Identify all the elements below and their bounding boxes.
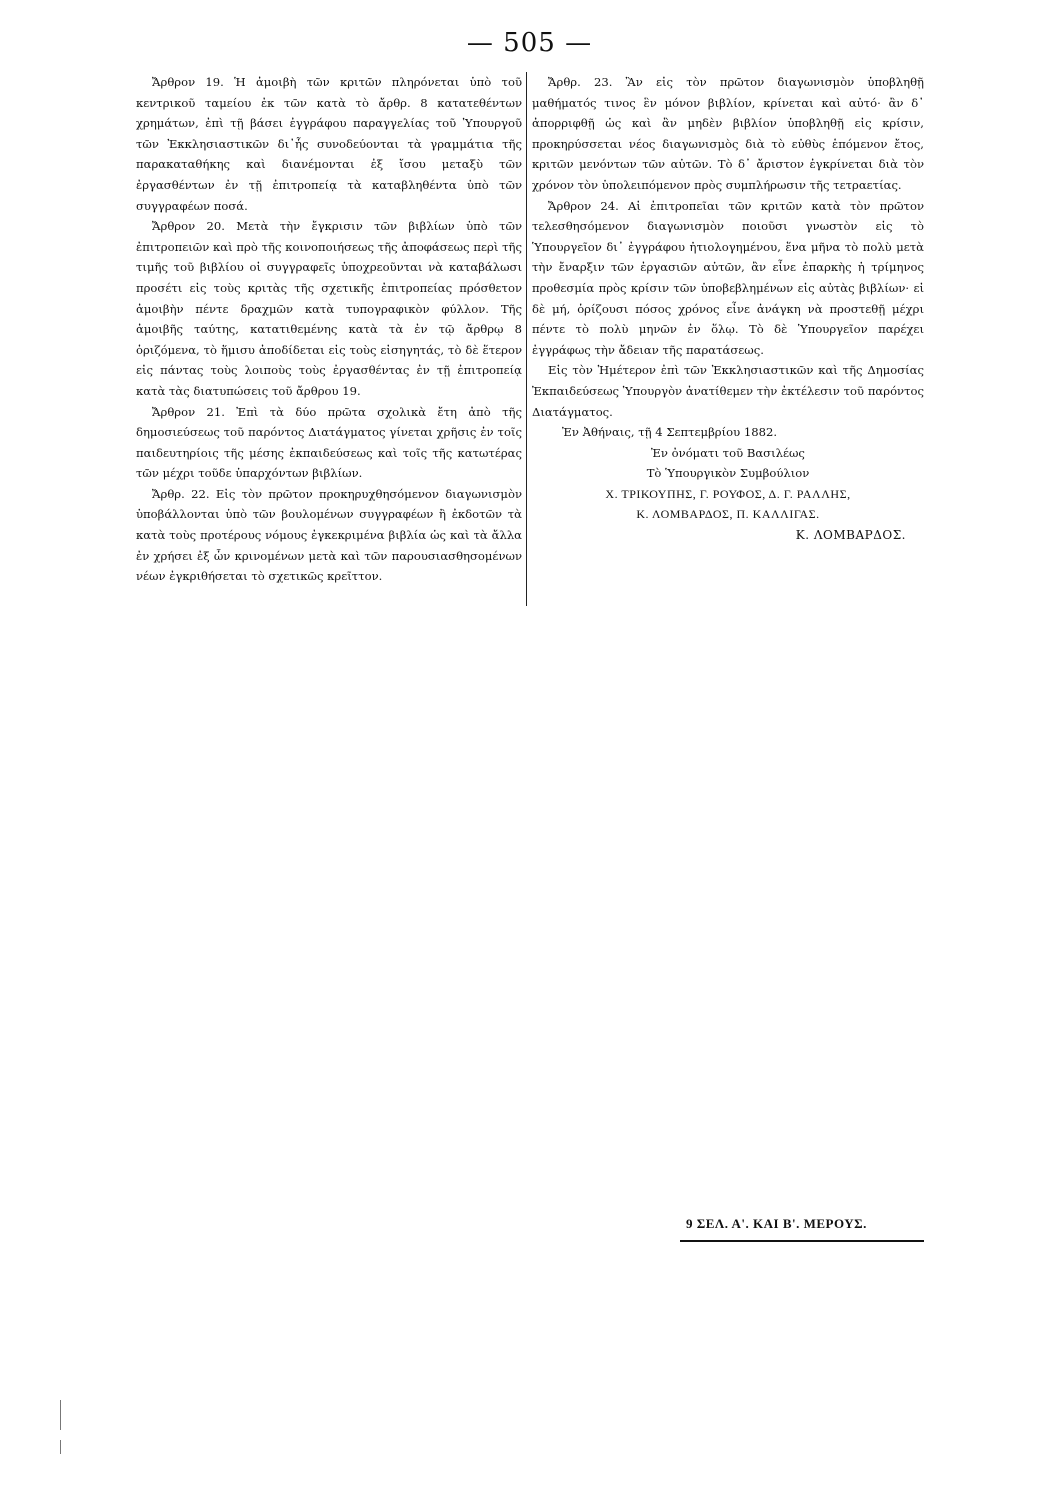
ministerial-council: Τὸ Ὑπουργικὸν Συμβούλιον — [646, 466, 810, 481]
in-name-of-king: Ἐν ὀνόματι τοῦ Βασιλέως — [651, 445, 805, 460]
column-divider — [526, 72, 527, 606]
signatories-line-2: Κ. ΛΟΜΒΑΡΔΟΣ, Π. ΚΑΛΛΙΓΑΣ. — [636, 507, 820, 522]
margin-mark — [60, 1440, 61, 1454]
page-number: — 505 — — [466, 28, 593, 58]
right-column — [532, 72, 924, 546]
signatories-line-1: Χ. ΤΡΙΚΟΥΠΗΣ, Γ. ΡΟΥΦΟΣ, Δ. Γ. ΡΑΛΛΗΣ, — [605, 486, 851, 501]
date-line: Ἐν Ἀθήναις, τῇ 4 Σεπτεμβρίου 1882. — [562, 425, 778, 440]
article-19: Ἄρθρον 19. Ἡ ἀμοιβὴ τῶν κριτῶν πληρόνεται ὑπὸ τοῦ κεντρικοῦ ταμείου ἐκ τῶν κατὰ τὸ ἄρθρ. 8 κατατεθέντων χρημάτων, ἐπὶ τῇ βάσει ἐγγράφου παραγγελίας τοῦ Ὑπουργοῦ τῶν Ἐκκλησιαστικῶν δι᾽ἧς συνοδεύονται τὰ γραμμάτια τῆς παρακαταθήκης καὶ διανέμονται ἐξ ἴσου μεταξὺ τῶν ἐργασθέντων ἐν τῇ ἐπιτροπείᾳ τὰ καταβληθέντα ὑπὸ τῶν συγγραφέων ποσά. — [136, 75, 522, 213]
article-23: Ἄρθρ. 23. Ἂν εἰς τὸν πρῶτον διαγωνισμὸν ὑποβληθῇ μαθήματός τινος ἓν μόνον βιβλίον, κρίνεται καὶ αὐτό· ἂν δ᾽ ἀπορριφθῇ ὡς καὶ ἂν μηδὲν βιβλίον ὑποβληθῇ εἰς κρίσιν, προκηρύσσεται νέος διαγωνισμὸς διὰ τὸ εὐθὺς ἑπόμενον ἔτος, κριτῶν μενόντων τῶν αὐτῶν. Τὸ δ᾽ ἄριστον ἐγκρίνεται διὰ τὸν χρόνον τὸν ὑπολειπόμενον πρὸς συμπλήρωσιν τῆς τετραετίας. — [532, 75, 924, 192]
footer-rule — [680, 1240, 924, 1242]
margin-mark — [60, 1400, 61, 1430]
left-column — [136, 72, 522, 587]
footer-note: 9 ΣΕΛ. Α'. ΚΑΙ Β'. ΜΕΡΟΥΣ. — [686, 1216, 867, 1231]
article-21: Ἄρθρον 21. Ἐπὶ τὰ δύο πρῶτα σχολικὰ ἔτη ἀπὸ τῆς δημοσιεύσεως τοῦ παρόντος Διατάγματος γίνεται χρῆσις ἐν τοῖς παιδευτηρίοις τῆς μέσης ἐκπαιδεύσεως καὶ τοῖς τῆς κατωτέρας τῶν μέχρι τοῦδε ὑπαρχόντων βιβλίων. — [136, 404, 522, 481]
article-24: Ἄρθρον 24. Αἱ ἐπιτροπεῖαι τῶν κριτῶν κατὰ τὸν πρῶτον τελεσθησόμενον διαγωνισμὸν ποιοῦσι γνωστὸν εἰς τὸ Ὑπουργεῖον δι᾽ ἐγγράφου ἠτιολογημένου, ἕνα μῆνα τὸ πολὺ μετὰ τὴν ἔναρξιν τῶν ἐργασιῶν αὐτῶν, ἂν εἶνε ἐπαρκὴς ἡ τρίμηνος προθεσμία πρὸς κρίσιν τῶν ὑποβεβλημένων εἰς αὐτὰς βιβλίων· εἰ δὲ μή, ὁρίζουσι πόσος χρόνος εἶνε ἀνάγκη νὰ προστεθῇ μέχρι πέντε τὸ πολὺ μηνῶν ἐν ὅλῳ. Τὸ δὲ Ὑπουργεῖον παρέχει ἐγγράφως τὴν ἄδειαν τῆς παρατάσεως. — [532, 198, 924, 357]
signatories-line-3: Κ. ΛΟΜΒΑΡΔΟΣ. — [795, 528, 906, 543]
article-22: Ἄρθρ. 22. Εἰς τὸν πρῶτον προκηρυχθησόμενον διαγωνισμὸν ὑποβάλλονται ὑπὸ τῶν βουλομένων συγγραφέων ἢ ἐκδοτῶν τὰ κατὰ τοὺς προτέρους νόμους ἐγκεκριμένα βιβλία ὡς καὶ τὰ ἄλλα ἐν χρήσει ἐξ ὧν κρινομένων μετὰ καὶ τῶν παρουσιασθησομένων νέων ἐγκριθήσεται τὸ σχετικῶς κρεῖττον. — [136, 486, 522, 584]
execution-clause: Εἰς τὸν Ἡμέτερον ἐπὶ τῶν Ἐκκλησιαστικῶν καὶ τῆς Δημοσίας Ἐκπαιδεύσεως Ὑπουργὸν ἀνατίθεμεν τὴν ἐκτέλεσιν τοῦ παρόντος Διατάγματος. — [532, 363, 924, 419]
article-20: Ἄρθρον 20. Μετὰ τὴν ἔγκρισιν τῶν βιβλίων ὑπὸ τῶν ἐπιτροπειῶν καὶ πρὸ τῆς κοινοποιήσεως τῆς ἀποφάσεως περὶ τῆς τιμῆς τοῦ βιβλίου οἱ συγγραφεῖς ὑποχρεοῦνται νὰ καταβάλωσι προσέτι εἰς τοὺς κριτὰς τῆς σχετικῆς ἐπιτροπείας πρόσθετον ἀμοιβὴν πέντε δραχμῶν κατὰ τυπογραφικὸν φύλλον. Τῆς ἀμοιβῆς ταύτης, κατατιθεμένης κατὰ τὰ ἐν τῷ ἄρθρῳ 8 ὁριζόμενα, τὸ ἥμισυ ἀποδίδεται εἰς τοὺς εἰσηγητάς, τὸ δὲ ἕτερον εἰς πάντας τοὺς λοιποὺς τοὺς ἐργασθέντας ἐν τῇ ἐπιτροπείᾳ κατὰ τὰς διατυπώσεις τοῦ ἄρθρου 19. — [136, 219, 522, 398]
